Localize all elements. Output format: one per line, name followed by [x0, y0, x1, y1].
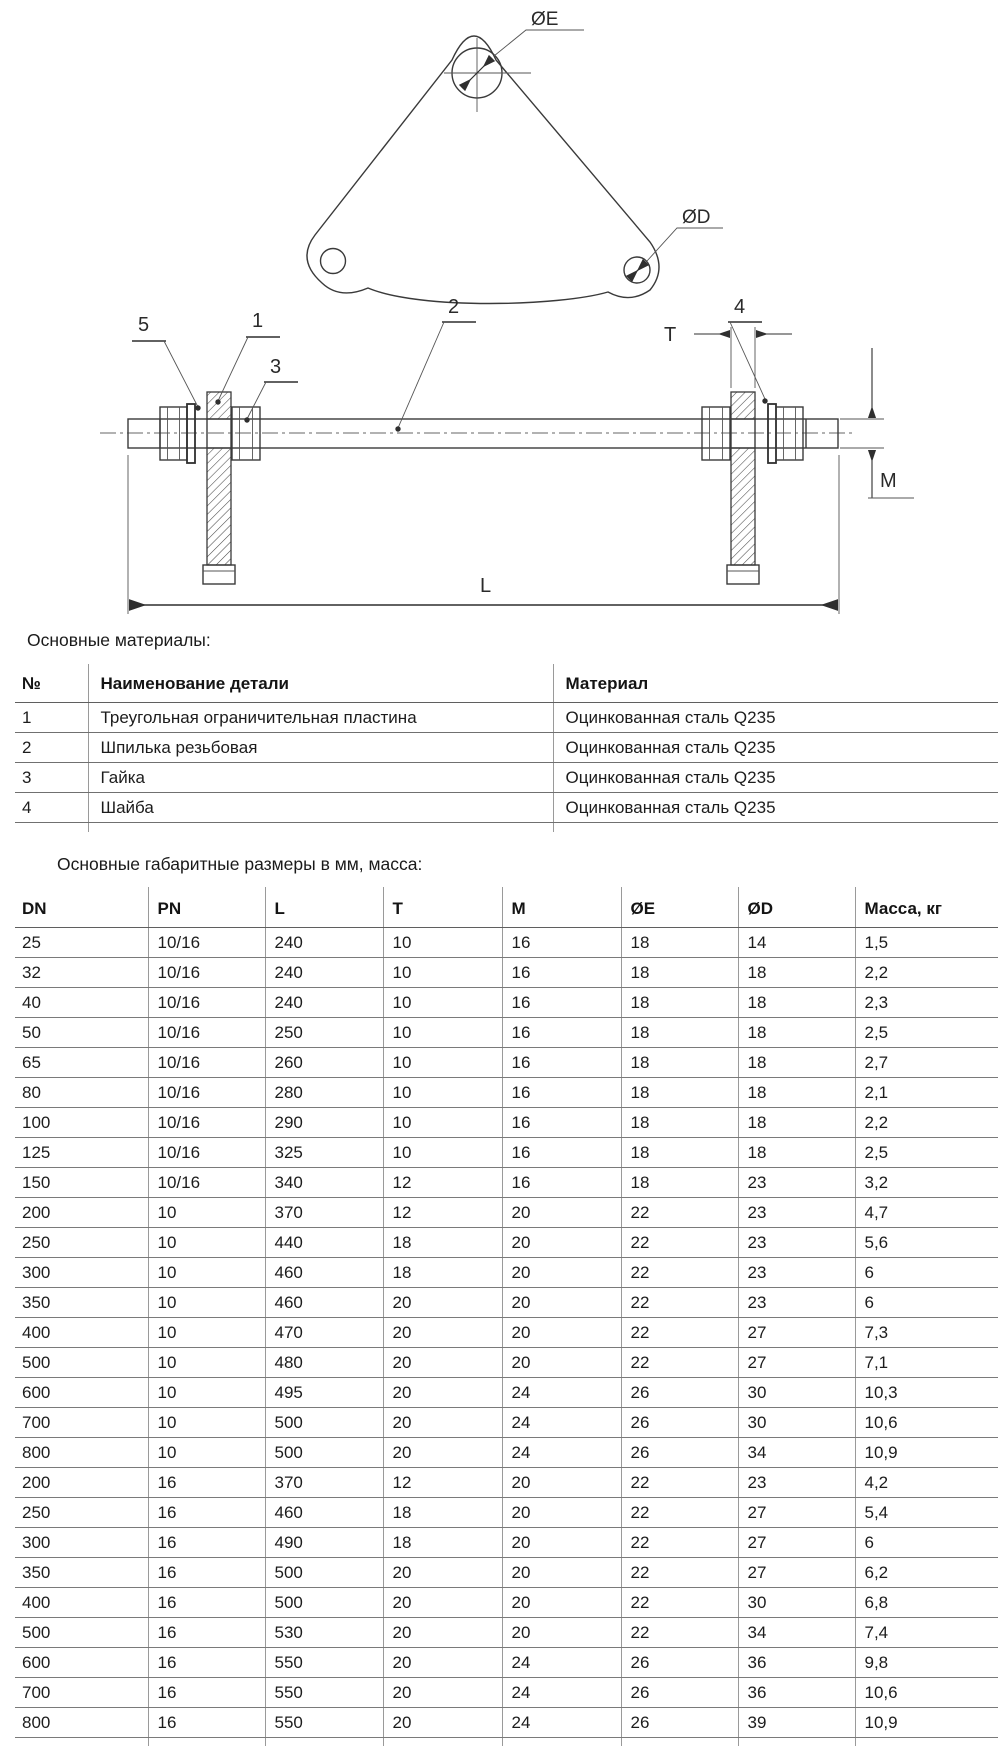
table-cell: 3,2: [855, 1168, 998, 1198]
table-cell: 4,7: [855, 1198, 998, 1228]
column-header: №: [15, 664, 88, 703]
table-cell: 26: [621, 1708, 738, 1738]
table-row: [15, 1258, 998, 1288]
table-cell: 700: [15, 1678, 148, 1708]
table-cell: 22: [621, 1588, 738, 1618]
table-cell: Шпилька резьбовая: [88, 733, 553, 763]
table-cell: 10: [383, 1078, 502, 1108]
table-cell: 260: [265, 1048, 383, 1078]
table-cell: 500: [265, 1558, 383, 1588]
table-cell: 18: [383, 1228, 502, 1258]
technical-drawing: [0, 0, 998, 624]
table-cell: Оцинкованная сталь Q235: [553, 763, 998, 793]
dim-label-t: T: [664, 324, 677, 346]
table-cell: 10: [383, 1138, 502, 1168]
table-cell: 500: [265, 1588, 383, 1618]
dimensions-header-row: [15, 887, 998, 928]
table-cell: 27: [738, 1558, 855, 1588]
table-cell: 18: [621, 928, 738, 958]
materials-heading: Основные материалы:: [27, 630, 211, 650]
table-cell: 400: [15, 1588, 148, 1618]
column-header: T: [383, 887, 502, 928]
table-cell: 3: [15, 763, 88, 793]
table-cell: 10: [148, 1348, 265, 1378]
table-cell: 20: [383, 1288, 502, 1318]
table-cell: 34: [738, 1438, 855, 1468]
table-cell: 10/16: [148, 1108, 265, 1138]
table-cell: 100: [15, 1108, 148, 1138]
table-row: [15, 1678, 998, 1708]
dim-label-oe: ØE: [531, 9, 559, 30]
table-cell: 20: [383, 1558, 502, 1588]
table-cell: 350: [15, 1558, 148, 1588]
table-cell: 1: [15, 703, 88, 733]
column-header: Наименование детали: [88, 664, 553, 703]
table-cell: 12: [383, 1468, 502, 1498]
table-cell: 7,1: [855, 1348, 998, 1378]
table-cell: 550: [265, 1648, 383, 1678]
materials-header-row: [15, 664, 998, 703]
table-cell: 370: [265, 1468, 383, 1498]
table-cell: 460: [265, 1258, 383, 1288]
table-cell: 20: [502, 1588, 621, 1618]
table-cell: 23: [738, 1258, 855, 1288]
table-cell: 6,2: [855, 1558, 998, 1588]
drawing-svg: [0, 0, 998, 624]
table-cell: 460: [265, 1498, 383, 1528]
table-cell: Гайка: [88, 763, 553, 793]
table-cell: 24: [502, 1678, 621, 1708]
table-cell: 4,2: [855, 1468, 998, 1498]
table-cell: 40: [15, 988, 148, 1018]
table-cell: 10/16: [148, 1018, 265, 1048]
table-row: [15, 1168, 998, 1198]
column-header: Материал: [553, 664, 998, 703]
table-cell: 370: [265, 1198, 383, 1228]
table-cell: 80: [15, 1078, 148, 1108]
table-cell: 24: [502, 1708, 621, 1738]
table-cell: 10: [383, 928, 502, 958]
table-row: [15, 1588, 998, 1618]
table-cell: 18: [738, 1138, 855, 1168]
table-row: [15, 958, 998, 988]
table-cell: 16: [148, 1648, 265, 1678]
column-header: PN: [148, 887, 265, 928]
table-cell: 24: [502, 1408, 621, 1438]
table-cell: 20: [383, 1348, 502, 1378]
table-row: [15, 1708, 998, 1738]
table-cell: 20: [383, 1588, 502, 1618]
table-row: [15, 1018, 998, 1048]
table-row: [15, 1078, 998, 1108]
table-cell: 16: [148, 1708, 265, 1738]
table-cell: 22: [621, 1498, 738, 1528]
table-row: [15, 703, 998, 733]
table-row: [15, 1528, 998, 1558]
table-cell: 1,5: [855, 928, 998, 958]
table-cell: 18: [621, 1078, 738, 1108]
table-cell: 240: [265, 988, 383, 1018]
table-row: [15, 793, 998, 823]
table-cell: 800: [15, 1438, 148, 1468]
table-cell: 20: [383, 1708, 502, 1738]
table-cell: 2,5: [855, 1018, 998, 1048]
table-cell: 16: [502, 958, 621, 988]
table-cell: 550: [265, 1678, 383, 1708]
table-cell: 16: [502, 928, 621, 958]
table-cell: 800: [15, 1708, 148, 1738]
table-cell: 10,6: [855, 1408, 998, 1438]
table-cell: 20: [502, 1468, 621, 1498]
table-cell: 18: [383, 1528, 502, 1558]
table-cell: 23: [738, 1168, 855, 1198]
callout-3: 3: [270, 356, 282, 378]
table-cell: 22: [621, 1198, 738, 1228]
table-cell: 22: [621, 1258, 738, 1288]
table-row: [15, 1378, 998, 1408]
table-cell: 10: [383, 1018, 502, 1048]
dim-label-od: ØD: [682, 207, 711, 228]
table-cell: 10: [148, 1228, 265, 1258]
table-cell: 16: [502, 1048, 621, 1078]
table-edge-row: [15, 1738, 998, 1747]
table-cell: 20: [502, 1318, 621, 1348]
table-cell: 20: [502, 1528, 621, 1558]
table-cell: 500: [265, 1408, 383, 1438]
table-cell: 6: [855, 1258, 998, 1288]
table-cell: 20: [502, 1198, 621, 1228]
table-cell: 16: [148, 1528, 265, 1558]
table-cell: 10/16: [148, 1138, 265, 1168]
table-cell: 500: [15, 1618, 148, 1648]
column-header: ØE: [621, 887, 738, 928]
table-cell: 290: [265, 1108, 383, 1138]
table-cell: 34: [738, 1618, 855, 1648]
table-cell: 10,6: [855, 1678, 998, 1708]
table-cell: 18: [621, 958, 738, 988]
triangular-plate-view: [307, 9, 723, 304]
table-cell: 700: [15, 1408, 148, 1438]
table-cell: 10,3: [855, 1378, 998, 1408]
table-cell: 27: [738, 1528, 855, 1558]
table-cell: 16: [502, 1168, 621, 1198]
table-cell: 18: [621, 988, 738, 1018]
table-cell: 240: [265, 958, 383, 988]
table-cell: 12: [383, 1198, 502, 1228]
table-cell: 400: [15, 1318, 148, 1348]
table-cell: 16: [148, 1618, 265, 1648]
dim-label-l: L: [480, 575, 492, 597]
table-cell: 2,2: [855, 958, 998, 988]
table-row: [15, 1198, 998, 1228]
table-cell: 470: [265, 1318, 383, 1348]
table-cell: 20: [502, 1288, 621, 1318]
table-cell: 10/16: [148, 928, 265, 958]
table-cell: 550: [265, 1708, 383, 1738]
table-cell: 23: [738, 1228, 855, 1258]
table-row: [15, 1348, 998, 1378]
table-cell: 23: [738, 1198, 855, 1228]
table-cell: 36: [738, 1678, 855, 1708]
table-cell: 16: [502, 988, 621, 1018]
table-cell: 10,9: [855, 1708, 998, 1738]
table-cell: 10: [148, 1288, 265, 1318]
callout-4: 4: [734, 296, 746, 318]
table-cell: 6: [855, 1288, 998, 1318]
table-cell: 20: [502, 1618, 621, 1648]
column-header: M: [502, 887, 621, 928]
table-cell: 20: [383, 1438, 502, 1468]
table-row: [15, 763, 998, 793]
table-cell: 20: [502, 1498, 621, 1528]
table-cell: 24: [502, 1648, 621, 1678]
table-cell: 2,5: [855, 1138, 998, 1168]
table-row: [15, 1498, 998, 1528]
table-cell: 250: [15, 1498, 148, 1528]
table-cell: 26: [621, 1678, 738, 1708]
table-row: [15, 1618, 998, 1648]
table-cell: 240: [265, 928, 383, 958]
table-cell: 24: [502, 1378, 621, 1408]
table-cell: 5,6: [855, 1228, 998, 1258]
table-cell: 500: [265, 1438, 383, 1468]
table-cell: 26: [621, 1408, 738, 1438]
table-cell: 10/16: [148, 1168, 265, 1198]
table-cell: 7,3: [855, 1318, 998, 1348]
table-cell: 22: [621, 1468, 738, 1498]
table-cell: 10: [383, 1048, 502, 1078]
table-cell: 18: [738, 988, 855, 1018]
table-cell: 300: [15, 1258, 148, 1288]
dim-label-m: M: [880, 470, 897, 492]
table-edge-row: [15, 823, 998, 833]
table-cell: 30: [738, 1408, 855, 1438]
table-row: [15, 1558, 998, 1588]
table-cell: 530: [265, 1618, 383, 1648]
table-cell: Треугольная ограничительная пластина: [88, 703, 553, 733]
table-cell: 9,8: [855, 1648, 998, 1678]
table-cell: 20: [502, 1558, 621, 1588]
table-cell: 22: [621, 1618, 738, 1648]
table-row: [15, 1228, 998, 1258]
dimensions-table: [15, 887, 998, 1746]
table-cell: 20: [383, 1408, 502, 1438]
table-cell: 480: [265, 1348, 383, 1378]
callout-2: 2: [448, 296, 460, 318]
table-cell: 5,4: [855, 1498, 998, 1528]
table-cell: 18: [738, 1078, 855, 1108]
table-cell: 22: [621, 1348, 738, 1378]
table-cell: 30: [738, 1378, 855, 1408]
table-cell: 250: [265, 1018, 383, 1048]
materials-table: [15, 664, 998, 832]
table-cell: 490: [265, 1528, 383, 1558]
table-cell: 280: [265, 1078, 383, 1108]
table-cell: 32: [15, 958, 148, 988]
table-cell: 10: [148, 1258, 265, 1288]
table-row: [15, 733, 998, 763]
table-cell: 16: [502, 1018, 621, 1048]
table-cell: 350: [15, 1288, 148, 1318]
table-cell: 25: [15, 928, 148, 958]
table-cell: 20: [502, 1258, 621, 1288]
table-cell: 18: [383, 1498, 502, 1528]
table-cell: 18: [738, 1048, 855, 1078]
column-header: ØD: [738, 887, 855, 928]
table-cell: 200: [15, 1468, 148, 1498]
table-cell: 600: [15, 1648, 148, 1678]
table-cell: 2,1: [855, 1078, 998, 1108]
table-cell: 200: [15, 1198, 148, 1228]
table-cell: 10/16: [148, 1048, 265, 1078]
table-cell: 10/16: [148, 1078, 265, 1108]
table-cell: 2: [15, 733, 88, 763]
table-cell: 14: [738, 928, 855, 958]
table-cell: 18: [621, 1168, 738, 1198]
table-cell: 30: [738, 1588, 855, 1618]
table-cell: 325: [265, 1138, 383, 1168]
table-cell: 340: [265, 1168, 383, 1198]
table-cell: 22: [621, 1558, 738, 1588]
table-cell: 16: [148, 1468, 265, 1498]
table-cell: 16: [148, 1588, 265, 1618]
table-row: [15, 1138, 998, 1168]
dimensions-heading: Основные габаритные размеры в мм, масса:: [57, 854, 423, 874]
table-cell: 4: [15, 793, 88, 823]
table-cell: 10,9: [855, 1438, 998, 1468]
table-cell: 20: [383, 1618, 502, 1648]
table-cell: 50: [15, 1018, 148, 1048]
table-cell: 10/16: [148, 988, 265, 1018]
table-cell: Шайба: [88, 793, 553, 823]
table-cell: 22: [621, 1318, 738, 1348]
table-row: [15, 1468, 998, 1498]
table-cell: 27: [738, 1348, 855, 1378]
table-cell: 10: [148, 1318, 265, 1348]
table-cell: 10/16: [148, 958, 265, 988]
table-cell: 16: [148, 1678, 265, 1708]
table-cell: 10: [148, 1438, 265, 1468]
table-cell: 26: [621, 1378, 738, 1408]
table-cell: 18: [621, 1048, 738, 1078]
table-cell: 20: [383, 1648, 502, 1678]
table-cell: 10: [383, 958, 502, 988]
callout-1: 1: [252, 310, 264, 332]
table-cell: 20: [502, 1228, 621, 1258]
table-cell: 16: [148, 1498, 265, 1528]
table-cell: 18: [738, 1108, 855, 1138]
table-cell: 18: [621, 1108, 738, 1138]
table-cell: 250: [15, 1228, 148, 1258]
table-cell: Оцинкованная сталь Q235: [553, 703, 998, 733]
table-row: [15, 1408, 998, 1438]
table-cell: 495: [265, 1378, 383, 1408]
table-cell: 6: [855, 1528, 998, 1558]
table-cell: 65: [15, 1048, 148, 1078]
table-cell: 20: [383, 1378, 502, 1408]
table-cell: 26: [621, 1648, 738, 1678]
table-row: [15, 988, 998, 1018]
table-cell: 20: [383, 1318, 502, 1348]
table-cell: 23: [738, 1288, 855, 1318]
table-cell: 150: [15, 1168, 148, 1198]
table-row: [15, 928, 998, 958]
table-cell: 440: [265, 1228, 383, 1258]
stud-assembly-view: [100, 296, 914, 614]
table-cell: Оцинкованная сталь Q235: [553, 733, 998, 763]
callout-5: 5: [138, 314, 150, 336]
table-cell: 39: [738, 1708, 855, 1738]
table-cell: 10: [383, 1108, 502, 1138]
table-cell: 10: [148, 1408, 265, 1438]
column-header: L: [265, 887, 383, 928]
table-cell: 2,2: [855, 1108, 998, 1138]
table-cell: 26: [621, 1438, 738, 1468]
table-cell: 18: [738, 958, 855, 988]
table-cell: 10: [148, 1378, 265, 1408]
table-row: [15, 1288, 998, 1318]
table-cell: 460: [265, 1288, 383, 1318]
table-cell: 10: [383, 988, 502, 1018]
table-cell: 16: [502, 1078, 621, 1108]
table-cell: Оцинкованная сталь Q235: [553, 793, 998, 823]
table-cell: 16: [502, 1108, 621, 1138]
table-row: [15, 1048, 998, 1078]
table-cell: 18: [621, 1018, 738, 1048]
table-row: [15, 1108, 998, 1138]
table-cell: 2,7: [855, 1048, 998, 1078]
table-cell: 16: [148, 1558, 265, 1588]
table-cell: 20: [502, 1348, 621, 1378]
column-header: DN: [15, 887, 148, 928]
table-cell: 36: [738, 1648, 855, 1678]
table-cell: 20: [383, 1678, 502, 1708]
column-header: Масса, кг: [855, 887, 998, 928]
table-row: [15, 1318, 998, 1348]
table-cell: 27: [738, 1498, 855, 1528]
table-row: [15, 1438, 998, 1468]
table-cell: 12: [383, 1168, 502, 1198]
table-row: [15, 1648, 998, 1678]
table-cell: 600: [15, 1378, 148, 1408]
table-cell: 18: [621, 1138, 738, 1168]
table-cell: 22: [621, 1228, 738, 1258]
table-cell: 7,4: [855, 1618, 998, 1648]
table-cell: 27: [738, 1318, 855, 1348]
table-cell: 2,3: [855, 988, 998, 1018]
table-cell: 18: [738, 1018, 855, 1048]
table-cell: 16: [502, 1138, 621, 1168]
table-cell: 18: [383, 1258, 502, 1288]
table-cell: 22: [621, 1528, 738, 1558]
table-cell: 6,8: [855, 1588, 998, 1618]
table-cell: 22: [621, 1288, 738, 1318]
table-cell: 23: [738, 1468, 855, 1498]
table-cell: 500: [15, 1348, 148, 1378]
table-cell: 10: [148, 1198, 265, 1228]
table-cell: 24: [502, 1438, 621, 1468]
table-cell: 300: [15, 1528, 148, 1558]
table-cell: 125: [15, 1138, 148, 1168]
